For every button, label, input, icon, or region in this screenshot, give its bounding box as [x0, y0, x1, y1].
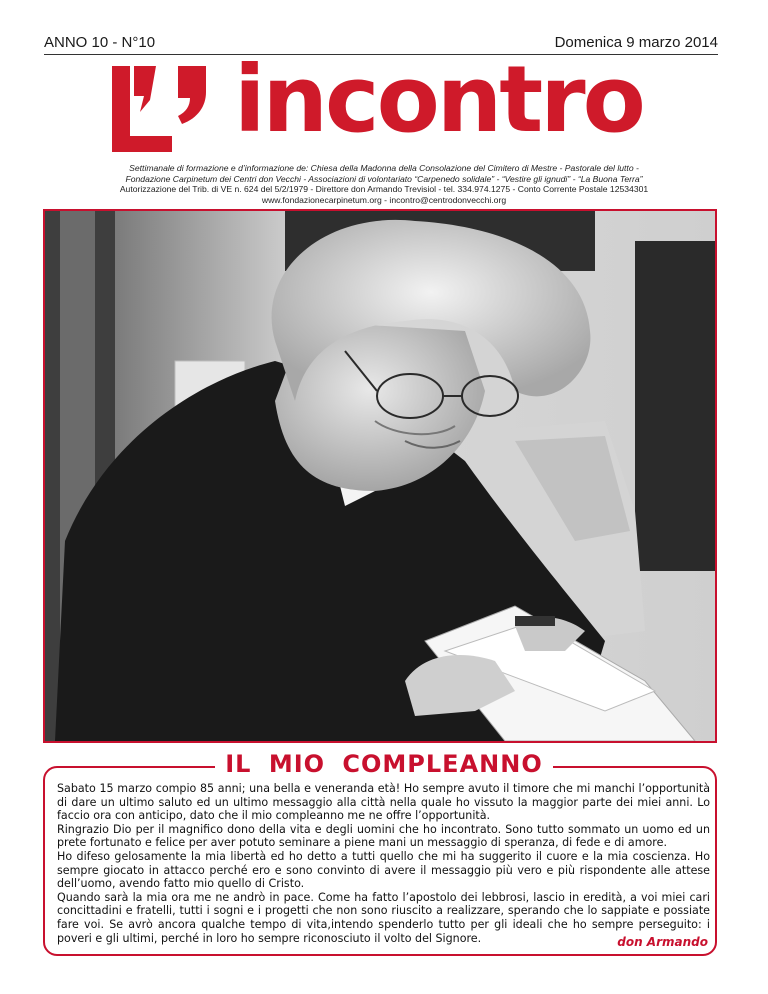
article-headline	[0, 750, 768, 778]
masthead	[112, 46, 672, 158]
cover-photo-image	[45, 211, 715, 741]
article-body	[57, 782, 710, 945]
headline-text: IL MIO COMPLEANNO	[215, 750, 552, 778]
issue-date: Domenica 9 marzo 2014	[554, 34, 718, 51]
article-signature: don Armando	[617, 935, 708, 949]
article-paragraph: Sabato 15 marzo compio 85 anni; una bella e veneranda età! Ho sempre avuto il timore che mi manchi l’opportunità di dare un ultimo saluto ed un ultimo messaggio alla città nella quale ho vissuto la maggior parte dei miei anni. Lo faccio ora con anticipo, dato che il mio compleanno me ne offre l’opportunità.	[57, 782, 710, 823]
cover-photo	[43, 209, 717, 743]
article-paragraph: Quando sarà la mia ora me ne andrò in pace. Come ha fatto l’apostolo dei lebbrosi, lascio in eredità, a voi miei cari concittadini e fratelli, tutti i sogni e i progetti che non sono riuscito a realizzare, sperando che lo sappiate e possiate fare voi. Se avrò ancora qualche tempo di vita,intendo spenderlo tutto per gli ideali che ho sempre perseguito: i poveri e gli ultimi, perché in loro ho sempre riconosciuto il volto del Signore.	[57, 890, 710, 945]
masthead-logo-apostrophe	[172, 66, 212, 126]
masthead-logo-letter	[112, 66, 172, 152]
subhead-line-3: Autorizzazione del Trib. di VE n. 624 del 5/2/1979 - Direttore don Armando Trevisiol - tel. 334.974.1275 - Conto Corrente Postale 12534301	[119, 184, 649, 195]
subhead-line-2: Fondazione Carpinetum dei Centri don Vecchi - Associazioni di volontariato “Carpenedo solidale” - “Vestire gli ignudi” - “La Buona Terra”	[125, 173, 643, 184]
subhead-line-1: Settimanale di formazione e d’informazione de: Chiesa della Madonna della Consolazione del Cimitero di Mestre - Pastorale del lutto -	[129, 163, 639, 173]
subhead-line-4: www.fondazionecarpinetum.org - incontro@centrodonvecchi.org	[261, 194, 507, 205]
issue-number: ANNO 10 - N°10	[44, 34, 156, 51]
masthead-title: incontro	[234, 46, 643, 153]
article-paragraph: Ho difeso gelosamente la mia libertà ed ho detto a tutti quello che mi ha suggerito il cuore e la mia coscienza. Ho sempre giocato in attacco perché ero e sono convinto di avere il messaggio più vero e più rispondente alle attese dell’uomo, avendo fatto mio quello di Cristo.	[57, 849, 710, 891]
publication-subhead	[60, 163, 708, 205]
article-paragraph: Ringrazio Dio per il magnifico dono della vita e degli uomini che ho incontrato. Sono tutto sommato un uomo ed un prete fortunato e felice per aver potuto seminare a piene mani un messaggio di speranza, di fede e di amore.	[57, 822, 710, 850]
